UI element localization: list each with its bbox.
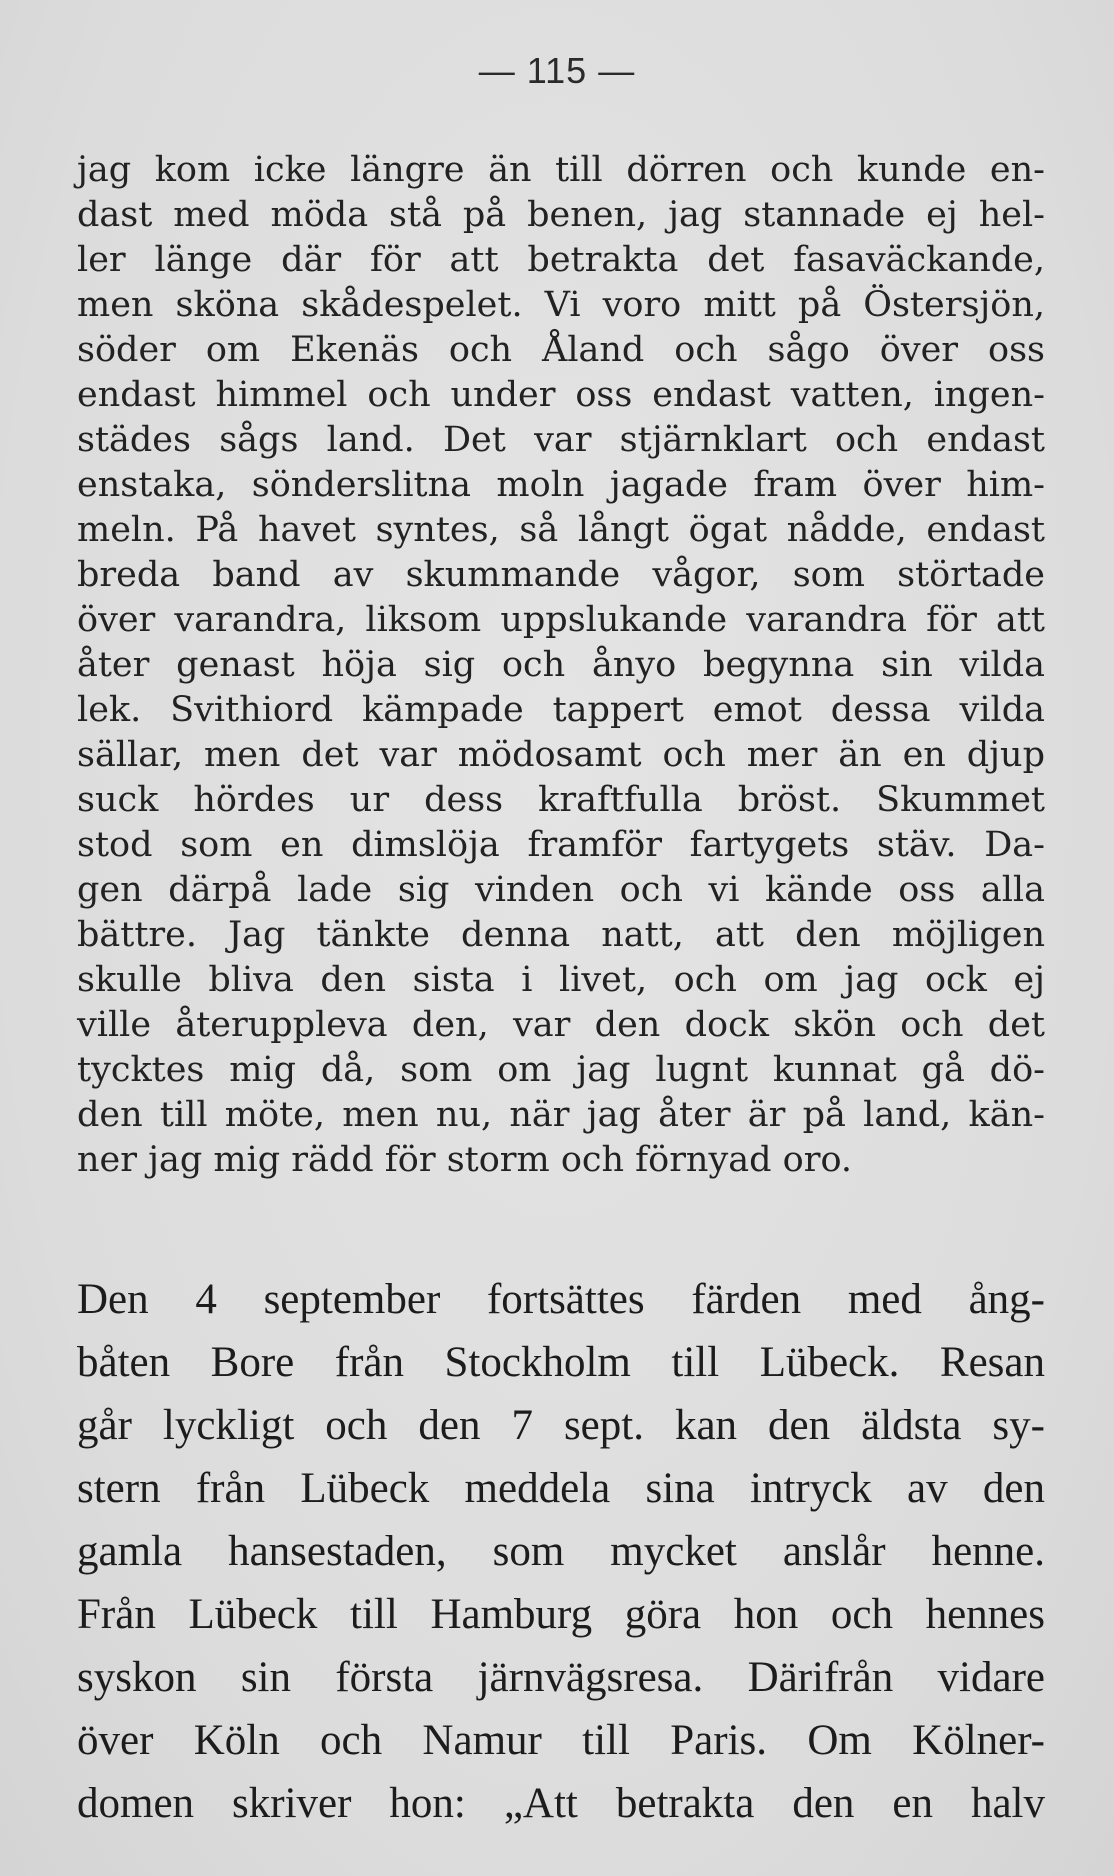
text-line: går lyckligt och den 7 sept. kan den äldsta sy- (77, 1402, 1045, 1449)
text-line: tycktes mig då, som om jag lugnt kunnat gå dö- (77, 1050, 1045, 1090)
text-line: Den 4 september fortsättes färden med ång- (77, 1276, 1045, 1323)
text-line: meln. På havet syntes, så långt ögat nådde, endast (77, 510, 1045, 550)
text-line: stod som en dimslöja framför fartygets stäv. Da- (77, 825, 1045, 865)
text-line: suck hördes ur dess kraftfulla bröst. Skummet (77, 780, 1045, 820)
text-line: domen skriver hon: „Att betrakta den en halv (77, 1780, 1045, 1827)
text-line: breda band av skummande vågor, som störtade (77, 555, 1045, 595)
text-line: den till möte, men nu, när jag åter är på land, kän- (77, 1095, 1045, 1135)
text-line: söder om Ekenäs och Åland och sågo över oss (77, 330, 1045, 370)
paragraph-1 (77, 148, 1045, 1183)
text-line: över varandra, liksom uppslukande varandra för att (77, 600, 1045, 640)
text-line: Från Lübeck till Hamburg göra hon och hennes (77, 1591, 1045, 1638)
text-line: endast himmel och under oss endast vatten, ingen- (77, 375, 1045, 415)
text-line: syskon sin första järnvägsresa. Därifrån vidare (77, 1654, 1045, 1701)
text-line: över Köln och Namur till Paris. Om Kölner- (77, 1717, 1045, 1764)
text-line: sällar, men det var mödosamt och mer än en djup (77, 735, 1045, 775)
text-line: städes sågs land. Det var stjärnklart och endast (77, 420, 1045, 460)
text-line: ler länge där för att betrakta det fasaväckande, (77, 240, 1045, 280)
page-number: — 115 — (478, 50, 636, 91)
text-line: bättre. Jag tänkte denna natt, att den möjligen (77, 915, 1045, 955)
text-line: båten Bore från Stockholm till Lübeck. Resan (77, 1339, 1045, 1386)
text-line: stern från Lübeck meddela sina intryck av den (77, 1465, 1045, 1512)
text-line: jag kom icke längre än till dörren och kunde en- (77, 150, 1045, 190)
text-line: men sköna skådespelet. Vi voro mitt på Östersjön, (77, 285, 1045, 325)
text-line: ner jag mig rädd för storm och förnyad oro. (77, 1140, 853, 1180)
text-line: gen därpå lade sig vinden och vi kände oss alla (77, 870, 1045, 910)
paragraph-2 (77, 1268, 1045, 1835)
text-line: skulle bliva den sista i livet, och om jag ock ej (77, 960, 1045, 1000)
text-line: gamla hansestaden, som mycket anslår henne. (77, 1528, 1045, 1575)
text-line: åter genast höja sig och ånyo begynna sin vilda (77, 645, 1045, 685)
text-line: ville återuppleva den, var den dock skön och det (77, 1005, 1045, 1045)
text-line: dast med möda stå på benen, jag stannade ej hel- (77, 195, 1045, 235)
text-line: lek. Svithiord kämpade tappert emot dessa vilda (77, 690, 1045, 730)
text-line: enstaka, sönderslitna moln jagade fram över him- (77, 465, 1045, 505)
